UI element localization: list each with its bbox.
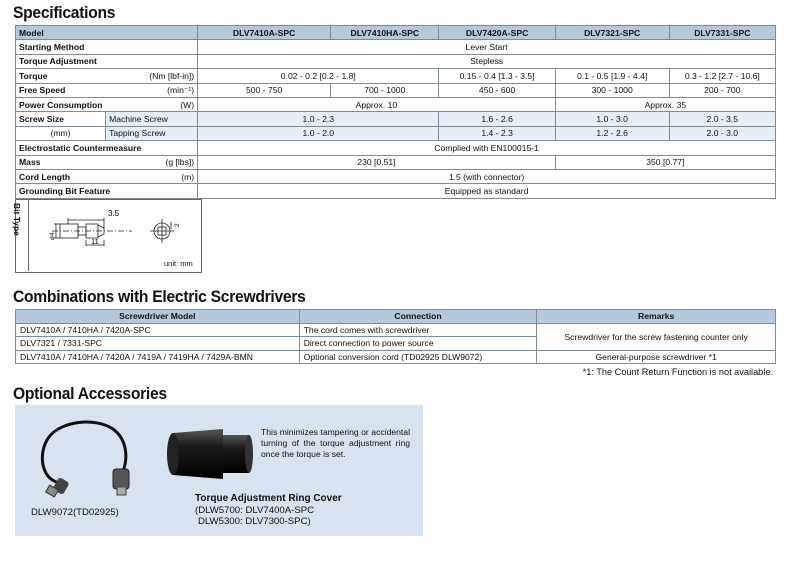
label-torque-adjustment: Torque Adjustment bbox=[16, 54, 198, 68]
row-mass bbox=[16, 155, 776, 169]
row-electrostatic bbox=[16, 141, 776, 155]
value-torque-3: 0.1 - 0.5 [1.9 - 4.4] bbox=[555, 69, 669, 83]
label-machine-screw: Machine Screw bbox=[106, 112, 198, 126]
row-screw-tapping bbox=[16, 126, 776, 140]
row-free-speed bbox=[16, 83, 776, 97]
bit-dim-11: 11 bbox=[91, 237, 99, 246]
header-dlv7331: DLV7331-SPC bbox=[669, 26, 775, 40]
header-dlv7420a: DLV7420A-SPC bbox=[439, 26, 555, 40]
value-torque-adjustment: Stepless bbox=[198, 54, 776, 68]
value-machine-3: 1.0 - 3.0 bbox=[555, 112, 669, 126]
ring-line-2: DLW5300: DLV7300-SPC) bbox=[198, 516, 311, 527]
unit-cord-length: (m) bbox=[106, 169, 198, 183]
unit-torque: (Nm [lbf-in]) bbox=[106, 69, 198, 83]
comb-remark-1: Screwdriver for the screw fastening counter only bbox=[537, 323, 776, 350]
value-free-speed-2: 700 - 1000 bbox=[331, 83, 439, 97]
specifications-table bbox=[15, 25, 776, 199]
label-mass: Mass bbox=[16, 155, 106, 169]
bit-type-label: Bit Type bbox=[12, 203, 22, 236]
accessories-panel bbox=[15, 405, 423, 536]
comb-header-remarks: Remarks bbox=[537, 310, 776, 324]
label-electrostatic: Electrostatic Countermeasure bbox=[16, 141, 198, 155]
comb-header-row bbox=[16, 310, 776, 324]
value-electrostatic: Complied with EN100015-1 bbox=[198, 141, 776, 155]
label-free-speed: Free Speed bbox=[16, 83, 106, 97]
value-free-speed-4: 300 - 1000 bbox=[555, 83, 669, 97]
value-free-speed-1: 500 - 750 bbox=[198, 83, 331, 97]
row-starting-method bbox=[16, 40, 776, 54]
specifications-title: Specifications bbox=[13, 3, 116, 22]
value-power-2: Approx. 35 bbox=[555, 97, 775, 111]
spec-header-row bbox=[16, 26, 776, 40]
header-dlv7410a: DLV7410A-SPC bbox=[198, 26, 331, 40]
label-torque: Torque bbox=[16, 69, 106, 83]
header-dlv7410ha: DLV7410HA-SPC bbox=[331, 26, 439, 40]
bit-dim-35: 3.5 bbox=[108, 209, 120, 218]
comb-model-3: DLV7410A / 7410HA / 7420A / 7419A / 7419HA / 7429A-BMN bbox=[16, 350, 300, 364]
table-row bbox=[16, 323, 776, 337]
footnote: *1: The Count Return Function is not available. bbox=[582, 367, 773, 377]
value-machine-4: 2.0 - 3.5 bbox=[669, 112, 775, 126]
bit-dim-2: 2 bbox=[174, 223, 181, 227]
row-torque-adjustment bbox=[16, 54, 776, 68]
conversion-cord-image bbox=[33, 413, 143, 503]
comb-connection-2: Direct connection to power source bbox=[299, 337, 537, 351]
label-screw-size: Screw Size bbox=[16, 112, 106, 126]
label-tapping-screw: Tapping Screw bbox=[106, 126, 198, 140]
comb-model-2: DLV7321 / 7331-SPC bbox=[16, 337, 300, 351]
combinations-title: Combinations with Electric Screwdrivers bbox=[13, 287, 306, 306]
label-starting-method: Starting Method bbox=[16, 40, 198, 54]
comb-header-connection: Connection bbox=[299, 310, 537, 324]
value-mass-1: 230 [0.51] bbox=[198, 155, 556, 169]
value-starting-method: Lever Start bbox=[198, 40, 776, 54]
comb-model-1: DLV7410A / 7410HA / 7420A-SPC bbox=[16, 323, 300, 337]
value-tapping-4: 2.0 - 3.0 bbox=[669, 126, 775, 140]
row-power-consumption bbox=[16, 97, 776, 111]
comb-header-model: Screwdriver Model bbox=[16, 310, 300, 324]
label-power: Power Consumption bbox=[16, 97, 106, 111]
value-torque-2: 0.15 - 0.4 [1.3 - 3.5] bbox=[439, 69, 555, 83]
row-screw-machine bbox=[16, 112, 776, 126]
row-cord-length bbox=[16, 169, 776, 183]
ring-title: Torque Adjustment Ring Cover bbox=[195, 493, 342, 504]
value-mass-2: 350 [0.77] bbox=[555, 155, 775, 169]
label-cord-length: Cord Length bbox=[16, 169, 106, 183]
value-free-speed-3: 450 - 600 bbox=[439, 83, 555, 97]
value-torque-1: 0.02 - 0.2 [0.2 - 1.8] bbox=[198, 69, 439, 83]
value-machine-1: 1.0 - 2.3 bbox=[198, 112, 439, 126]
unit-mass: (g [lbs]) bbox=[106, 155, 198, 169]
comb-remark-2: General-purpose screwdriver *1 bbox=[537, 350, 776, 364]
header-model: Model bbox=[16, 26, 198, 40]
ring-description: This minimizes tampering or accidental turning of the torque adjustment ring once the torque is set. bbox=[261, 427, 410, 459]
label-grounding: Grounding Bit Feature bbox=[16, 184, 198, 198]
bit-type-drawing bbox=[50, 208, 190, 256]
ring-caption bbox=[195, 493, 342, 528]
value-tapping-2: 1.4 - 2.3 bbox=[439, 126, 555, 140]
value-grounding: Equipped as standard bbox=[198, 184, 776, 198]
value-tapping-3: 1.2 - 2.6 bbox=[555, 126, 669, 140]
accessories-title: Optional Accessories bbox=[13, 384, 167, 403]
value-tapping-1: 1.0 - 2.0 bbox=[198, 126, 439, 140]
value-power-1: Approx. 10 bbox=[198, 97, 556, 111]
combinations-table bbox=[15, 309, 776, 364]
unit-free-speed: (min⁻¹) bbox=[106, 83, 198, 97]
ring-cover-image bbox=[165, 423, 255, 485]
value-free-speed-5: 200 - 700 bbox=[669, 83, 775, 97]
comb-connection-1: The cord comes with screwdriver bbox=[299, 323, 537, 337]
bit-type-label-cell bbox=[12, 199, 29, 271]
unit-screw-size: (mm) bbox=[16, 126, 106, 140]
cord-caption: DLW9072(TD02925) bbox=[31, 507, 119, 518]
unit-power: (W) bbox=[106, 97, 198, 111]
row-grounding bbox=[16, 184, 776, 198]
row-torque bbox=[16, 69, 776, 83]
comb-connection-3: Optional conversion cord (TD02925 DLW9072) bbox=[299, 350, 537, 364]
header-dlv7321: DLV7321-SPC bbox=[555, 26, 669, 40]
ring-line-1: (DLW5700: DLV7400A-SPC bbox=[195, 504, 315, 516]
value-torque-4: 0.3 - 1.2 [2.7 - 10.6] bbox=[669, 69, 775, 83]
value-cord-length: 1.5 (with connector) bbox=[198, 169, 776, 183]
bit-unit-label: unit: mm bbox=[164, 259, 193, 268]
table-row bbox=[16, 350, 776, 364]
value-machine-2: 1.6 - 2.6 bbox=[439, 112, 555, 126]
bit-dim-4: ø4 bbox=[49, 232, 56, 240]
